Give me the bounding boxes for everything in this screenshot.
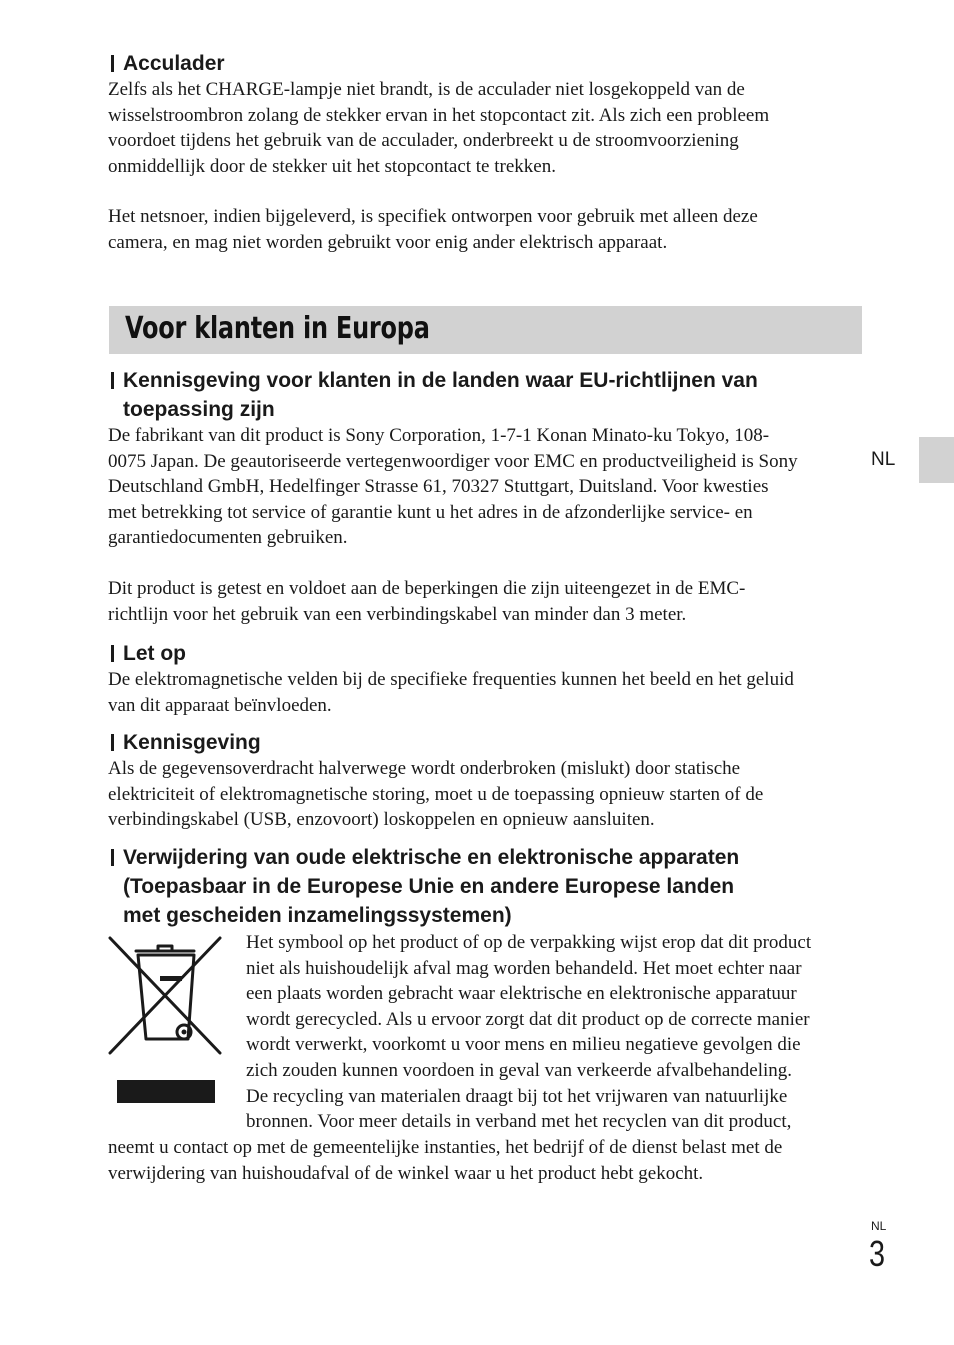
side-language-label: NL bbox=[871, 449, 896, 470]
section-let-op bbox=[108, 639, 864, 718]
weee-paragraph-full bbox=[108, 1135, 864, 1186]
section-verwijdering bbox=[108, 843, 864, 930]
section-kennisgeving-eu bbox=[108, 366, 864, 627]
heading-kennisgeving: Kennisgeving bbox=[108, 728, 864, 757]
heading-verwijdering: Verwijdering van oude elektrische en elektronische apparaten (Toepasbaar in de Europese Unie en andere Europese landen met gescheiden inzamelingssystemen) bbox=[108, 843, 864, 930]
footer-language: NL bbox=[871, 1219, 887, 1233]
crossed-out-wheelie-bin-icon bbox=[108, 935, 224, 1105]
heading-acculader: Acculader bbox=[108, 49, 864, 78]
paragraph: Als de gegevensoverdracht halverwege wordt onderbroken (mislukt) door statische elektriciteit of elektromagnetische storing, moet u de toepassing opnieuw starten of de verbindingskabel (USB, enzovoort) loskoppelen en opnieuw aansluiten. bbox=[108, 758, 764, 831]
paragraph: neemt u contact op met de gemeentelijke instanties, het bedrijf of de dienst belast met de verwijdering van huishoudafval of de winkel waar u het product hebt gekocht. bbox=[108, 1137, 783, 1184]
paragraph: Het netsnoer, indien bijgeleverd, is specifiek ontworpen voor gebruik met alleen deze camera, en mag niet worden gebruikt voor enig ander elektrisch apparaat. bbox=[108, 206, 758, 253]
side-language-tab bbox=[919, 437, 954, 483]
heading-let-op: Let op bbox=[108, 639, 864, 668]
weee-paragraph-side bbox=[246, 930, 864, 1135]
paragraph: Dit product is getest en voldoet aan de beperkingen die zijn uiteengezet in de EMC- richtlijn voor het gebruik van een verbindingskabel van minder dan 3 meter. bbox=[108, 577, 746, 625]
heading-kennisgeving-eu: Kennisgeving voor klanten in de landen waar EU-richtlijnen van toepassing zijn bbox=[108, 366, 864, 424]
page-number: 3 bbox=[869, 1233, 886, 1274]
paragraph: De elektromagnetische velden bij de specifieke frequenties kunnen het beeld en het geluid van dit apparaat beïnvloeden. bbox=[108, 669, 794, 716]
paragraph: Zelfs als het CHARGE-lampje niet brandt, is de acculader niet losgekoppeld van de wisselstroombron zolang de stekker ervan in het stopcontact zit. Als zich een probleem voordoet tijdens het gebruik van de acculader, onderbreekt u de stroomvoorziening onmiddellijk door de stekker uit het stopcontact te trekken. bbox=[108, 79, 770, 177]
section-kennisgeving bbox=[108, 728, 864, 833]
section-acculader bbox=[108, 49, 864, 256]
banner-title: Voor klanten in Europa bbox=[125, 311, 430, 346]
section-banner bbox=[109, 306, 862, 354]
paragraph: De fabrikant van dit product is Sony Corporation, 1-7-1 Konan Minato-ku Tokyo, 108- 0075 Japan. De geautoriseerde vertegenwoordiger voor EMC en productveiligheid is Sony Deutschland GmbH, Hedelfinger Strasse 61, 70327 Stuttgart, Duitsland. Voor kwesties met betrekking tot service of garantie kunt u het adres in de afzonderlijke service- en garantiedocumenten gebruiken. bbox=[108, 425, 798, 549]
paragraph: Het symbool op het product of op de verpakking wijst erop dat dit product niet als huishoudelijk afval mag worden behandeld. Het moet echter naar een plaats worden gebracht waar elektrische en elektronische apparatuur wordt gerecycled. Als u ervoor zorgt dat dit product op de correcte manier wordt verwerkt, voorkomt u voor mens en milieu negatieve gevolgen die zich zouden kunnen voordoen in geval van verkeerde afvalbehandeling. De recycling van materialen draagt bij tot het vrijwaren van natuurlijke bronnen. Voor meer details in verband met het recyclen van dit product, bbox=[246, 932, 812, 1133]
